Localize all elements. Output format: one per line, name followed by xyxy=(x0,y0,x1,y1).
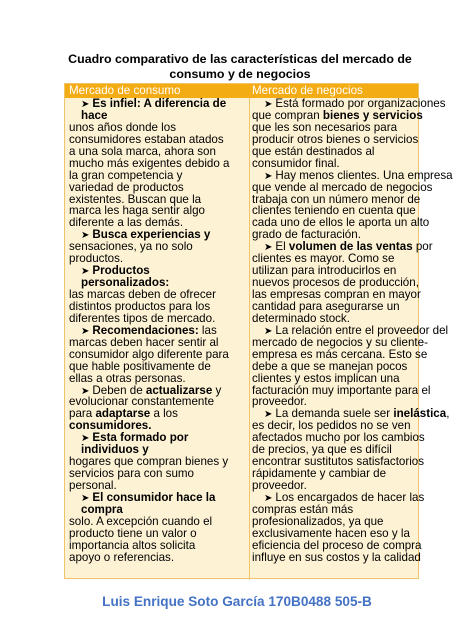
consumer-market-text: a una sola marca, ahora son xyxy=(69,144,216,158)
consumer-market-text: ellas a otras personas. xyxy=(69,371,186,385)
consumer-market-text: diferentes tipos de mercado. xyxy=(69,311,216,325)
title-line-2: consumo y de negocios xyxy=(169,67,311,81)
business-market-text: inelástica xyxy=(393,407,447,421)
business-market-text: es decir, los pedidos no se ven xyxy=(252,419,411,433)
arrowhead-bullet-icon: ➤ xyxy=(264,325,273,337)
header-consumer-market: Mercado de consumo xyxy=(69,84,181,97)
business-market-text: eficiencia del proceso de compra xyxy=(252,538,422,552)
consumer-market-column xyxy=(69,98,247,564)
consumer-market-text: mucho más exigentes debido a xyxy=(69,156,230,170)
business-market-text: profesionalizados, ya que xyxy=(252,514,384,528)
arrowhead-bullet-icon: ➤ xyxy=(81,266,90,278)
business-market-text: trabaja con un número menor de xyxy=(252,192,421,206)
business-market-text: cantidad para asegurarse un xyxy=(252,299,400,313)
consumer-market-text: servicios para con sumo xyxy=(69,467,195,481)
arrowhead-bullet-icon: ➤ xyxy=(81,230,90,242)
business-market-text: las empresas compran en mayor xyxy=(252,288,421,301)
business-market-text: producir otros bienes o servicios xyxy=(252,132,419,146)
business-market-text: clientes es mayor. Como se xyxy=(252,252,395,266)
consumer-market-text: hogares que compran bienes y xyxy=(69,455,229,469)
business-market-text: facturación muy importante para el xyxy=(252,383,431,397)
business-market-text: Los encargados de hacer las xyxy=(275,490,425,504)
consumer-market-text: productos. xyxy=(69,252,124,266)
arrowhead-bullet-icon: ➤ xyxy=(264,170,273,182)
consumer-market-text: personalizados: xyxy=(81,276,170,290)
business-market-column xyxy=(252,97,453,564)
consumer-market-text: evolucionar constantemente xyxy=(69,395,215,409)
business-market-text: debe a que se manejan pocos xyxy=(252,359,408,373)
business-market-text: El xyxy=(275,240,289,254)
consumer-market-text: apoyo o referencias. xyxy=(69,550,175,564)
arrowhead-bullet-icon: ➤ xyxy=(264,242,273,254)
comparison-table xyxy=(64,83,453,579)
consumer-market-line xyxy=(69,552,247,564)
consumer-market-text: importancia altos solicita xyxy=(69,538,196,552)
business-market-text: encontrar sustitutos satisfactorios xyxy=(252,455,425,469)
consumer-market-text: consumidor algo diferente para xyxy=(69,347,229,361)
business-market-text: La demanda suele ser xyxy=(275,407,394,421)
business-market-text: utilizan para introducirlos en xyxy=(252,264,397,278)
consumer-market-text: las xyxy=(198,323,217,337)
business-market-text: que están destinados al xyxy=(252,144,375,158)
consumer-market-text: solo. A excepción cuando el xyxy=(69,514,213,528)
consumer-market-text: Productos xyxy=(92,264,150,278)
business-market-text: rápidamente y cambiar de xyxy=(252,467,387,481)
business-market-text: compras están más xyxy=(252,502,354,516)
consumer-market-text: marca les haga sentir algo xyxy=(69,204,205,218)
business-market-text: Está formado por organizaciones xyxy=(275,97,446,110)
business-market-text: que vende al mercado de negocios xyxy=(252,180,433,194)
business-market-line xyxy=(252,550,421,564)
business-market-text: grado de facturación. xyxy=(252,228,361,242)
arrowhead-bullet-icon: ➤ xyxy=(264,409,273,421)
consumer-market-text: personal. xyxy=(69,479,117,492)
consumer-market-text: a los xyxy=(150,407,178,421)
consumer-market-text: Deben de xyxy=(92,383,146,397)
author-footer: Luis Enrique Soto García 170B0488 505-B xyxy=(102,594,372,609)
business-market-text: , xyxy=(446,407,450,421)
business-market-text: proveedor. xyxy=(252,395,307,409)
consumer-market-text: existentes. Buscan que la xyxy=(69,192,202,206)
consumer-market-text: Recomendaciones: xyxy=(92,323,199,337)
consumer-market-text: consumidores estaban atados xyxy=(69,132,224,146)
business-market-text: clientes y estos implican una xyxy=(252,371,400,385)
business-market-text: clientes teniendo en cuenta que xyxy=(252,204,416,218)
business-market-text: afectados mucho por los cambios xyxy=(252,431,425,445)
consumer-market-text: sensaciones, ya no solo xyxy=(69,240,193,254)
consumer-market-text: distintos productos para los xyxy=(69,299,211,313)
table-header xyxy=(65,84,418,98)
consumer-market-text: actualizarse xyxy=(145,383,213,397)
header-business-market: Mercado de negocios xyxy=(252,84,363,97)
business-market-text: de precios, ya que es difícil xyxy=(252,443,392,457)
consumer-market-text: para xyxy=(69,407,96,421)
business-market-text: cada uno de ellos le aporta un alto xyxy=(252,216,430,230)
business-market-text: La relación entre el proveedor del xyxy=(275,323,449,337)
consumer-market-text: producto tiene un valor o xyxy=(69,526,197,540)
business-market-text: por xyxy=(412,240,433,254)
consumer-market-text: hace xyxy=(81,108,108,122)
business-market-text: que les son necesarios para xyxy=(252,120,398,134)
business-market-text: consumidor final. xyxy=(252,156,340,170)
column-divider xyxy=(249,98,250,580)
business-market-text: nuevos procesos de producción, xyxy=(252,276,419,290)
title-line-1: Cuadro comparativo de las características del mercado de xyxy=(68,52,412,66)
consumer-market-text: y xyxy=(212,383,222,397)
consumer-market-text: marcas deben hacer sentir al xyxy=(69,335,219,349)
arrowhead-bullet-icon: ➤ xyxy=(81,99,90,110)
consumer-market-text: adaptarse xyxy=(95,407,151,421)
consumer-market-text: Busca experiencias y xyxy=(92,228,211,242)
business-market-text: influye en sus costos y la calidad xyxy=(252,550,421,564)
business-market-text: proveedor. xyxy=(252,479,307,492)
arrowhead-bullet-icon: ➤ xyxy=(264,492,273,504)
arrowhead-bullet-icon: ➤ xyxy=(81,433,90,445)
consumer-market-text: consumidores. xyxy=(69,419,152,433)
business-market-text: bienes y servicios xyxy=(322,108,423,122)
consumer-market-text: Es infiel: A diferencia de xyxy=(92,97,227,110)
consumer-market-text: individuos y xyxy=(81,443,149,457)
consumer-market-text: que hable positivamente de xyxy=(69,359,211,373)
consumer-market-text: la gran competencia y xyxy=(69,168,183,182)
business-market-text: volumen de las ventas xyxy=(288,240,413,254)
consumer-market-text: variedad de productos xyxy=(69,180,184,194)
consumer-market-text: El consumidor hace la xyxy=(92,490,216,504)
consumer-market-text: las marcas deben de ofrecer xyxy=(69,288,216,301)
arrowhead-bullet-icon: ➤ xyxy=(81,385,90,397)
consumer-market-text: diferente a las demás. xyxy=(69,216,184,230)
business-market-text: determinado stock. xyxy=(252,311,350,325)
business-market-text: mercado de negocios y su cliente- xyxy=(252,335,428,349)
consumer-market-text: unos años donde los xyxy=(69,120,177,134)
document-title xyxy=(60,52,420,82)
business-market-text: que compran xyxy=(252,108,323,122)
arrowhead-bullet-icon: ➤ xyxy=(81,492,90,504)
arrowhead-bullet-icon: ➤ xyxy=(264,99,273,110)
business-market-text: Hay menos clientes. Una empresa xyxy=(275,168,453,182)
consumer-market-text: Esta formado por xyxy=(92,431,189,445)
business-market-text: empresa es más cercana. Esto se xyxy=(252,347,428,361)
arrowhead-bullet-icon: ➤ xyxy=(81,325,90,337)
consumer-market-text: compra xyxy=(81,502,123,516)
business-market-text: exclusivamente hacen eso y la xyxy=(252,526,410,540)
